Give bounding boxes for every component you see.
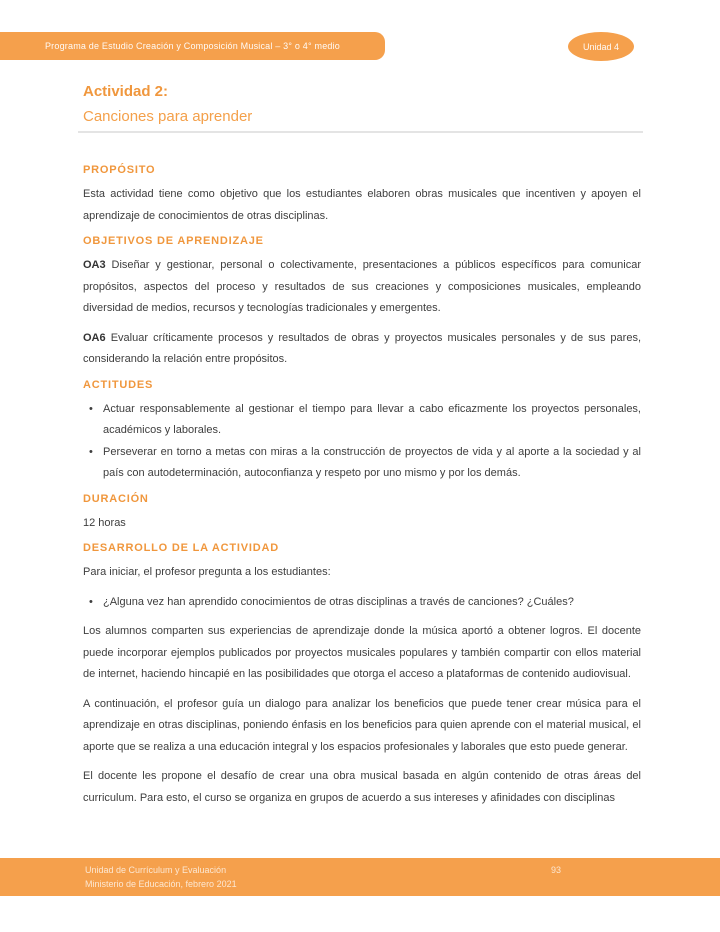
objetivo-oa6-paragraph <box>83 328 641 371</box>
footer-bar <box>0 858 720 896</box>
section-heading-objetivos: OBJETIVOS DE APRENDIZAJE <box>83 235 264 247</box>
actitudes-list <box>83 399 641 485</box>
header-bar <box>0 32 385 60</box>
bullet-icon: • <box>89 445 93 458</box>
actitudes-list-item <box>83 399 641 442</box>
activity-name-title: Canciones para aprender <box>83 108 253 125</box>
activity-title-block <box>83 83 252 126</box>
activity-number-title: Actividad 2: <box>83 83 169 100</box>
section-heading-desarrollo: DESARROLLO DE LA ACTIVIDAD <box>83 542 279 554</box>
objetivo-oa3-paragraph <box>83 255 641 320</box>
section-heading-proposito: PROPÓSITO <box>83 164 156 176</box>
footer-publisher-block <box>85 863 237 891</box>
actitudes-item-text: Actuar responsablemente al gestionar el tiempo para llevar a cabo eficazmente los proyectos personales, académicos y laborales. <box>103 402 641 436</box>
page-number: 93 <box>551 865 562 875</box>
oa3-text: Diseñar y gestionar, personal o colectivamente, presentaciones a públicos específicos para comunicar propósitos, aspectos del proceso y resultados de sus creaciones y composiciones musicales, empleando diversidad de medios, recursos y tecnologías tradicionales y emergentes. <box>83 259 641 314</box>
desarrollo-paragraph: A continuación, el profesor guía un dialogo para analizar los beneficios que puede tener crear música para el aprendizaje en otras disciplinas, poniendo énfasis en los beneficios para quien aprende con el material musical, el aporte que se realiza a una educación integral y los espacios profesionales y laborales que esto puede generar. <box>83 697 641 753</box>
oa3-label: OA3 <box>83 259 106 271</box>
footer-publisher-line1: Unidad de Currículum y Evaluación <box>85 865 227 875</box>
desarrollo-question-list <box>83 592 641 614</box>
section-heading-duracion: DURACIÓN <box>83 492 149 505</box>
desarrollo-intro: Para iniciar, el profesor pregunta a los estudiantes: <box>83 566 331 578</box>
unit-badge <box>568 32 634 61</box>
title-divider <box>78 131 643 133</box>
proposito-paragraph: Esta actividad tiene como objetivo que los estudiantes elaboren obras musicales que incentiven y apoyen el aprendizaje de conocimientos de otras disciplinas. <box>83 188 641 222</box>
unit-badge-label: Unidad 4 <box>582 41 620 52</box>
desarrollo-question-text: ¿Alguna vez han aprendido conocimientos de otras disciplinas a través de canciones? ¿Cuáles? <box>103 595 574 608</box>
desarrollo-paragraph: El docente les propone el desafío de crear una obra musical basada en algún contenido de otras áreas del curriculum. Para esto, el curso se organiza en grupos de acuerdo a sus intereses y afinidades con disciplinas <box>83 770 641 804</box>
footer-publisher-line2: Ministerio de Educación, febrero 2021 <box>85 879 237 889</box>
bullet-icon: • <box>89 402 93 415</box>
oa6-text: Evaluar críticamente procesos y resultados de obras y proyectos musicales personales y de sus pares, considerando la relación entre propósitos. <box>83 331 642 365</box>
header-program-title: Programa de Estudio Creación y Composición Musical – 3° o 4° medio <box>44 41 341 51</box>
oa6-label: OA6 <box>83 331 106 344</box>
bullet-icon: • <box>89 595 93 608</box>
document-content <box>83 164 641 817</box>
desarrollo-paragraph: Los alumnos comparten sus experiencias de aprendizaje donde la música aportó a obtener logros. El docente puede incorporar ejemplos publicados por proyectos musicales populares y también compartir con ellos material de internet, haciendo hincapié en las posibilidades que otorga el acceso a plataformas de contenido audiovisual. <box>83 625 641 680</box>
duracion-value: 12 horas <box>83 516 126 529</box>
desarrollo-question-item <box>83 592 641 614</box>
actitudes-list-item <box>83 442 641 485</box>
section-heading-actitudes: ACTITUDES <box>83 378 154 391</box>
actitudes-item-text: Perseverar en torno a metas con miras a la construcción de proyectos de vida y al aporte a la sociedad y al país con autodeterminación, autoconfianza y respeto por uno mismo y por los demás. <box>103 445 641 479</box>
